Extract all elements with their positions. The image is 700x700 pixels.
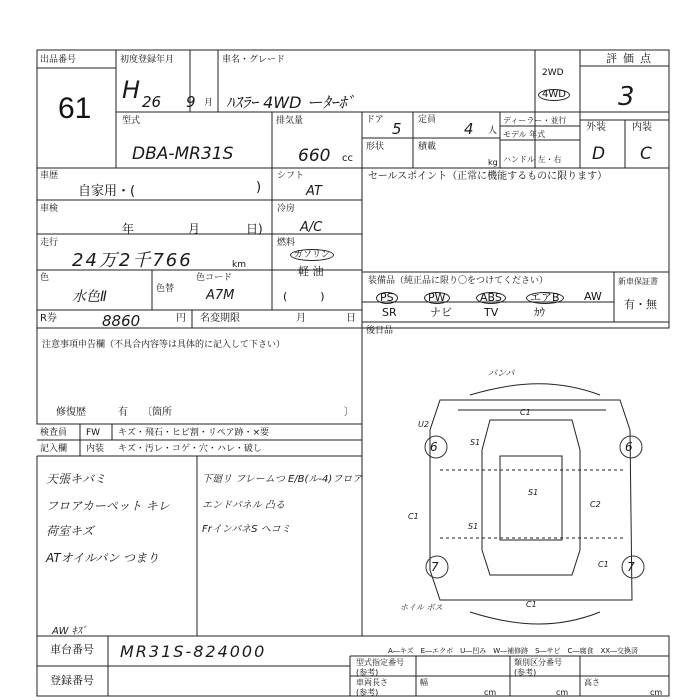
right-note-3: FrインパネS へコミ [202, 524, 291, 535]
chassis-label: 車台番号 [50, 643, 94, 656]
history-value: 自家用・( [78, 184, 136, 199]
shift-value: AT [306, 184, 322, 199]
lot-number: 61 [58, 92, 92, 125]
equip-ps: PS [376, 292, 398, 304]
mark-8: C1 [526, 600, 537, 609]
equip-pw: PW [424, 292, 450, 304]
mark-1: C1 [520, 408, 531, 417]
mark-9: U2 [418, 420, 429, 429]
right-note-1: 下廻リ フレームつ E/B(ル-4)フロア [202, 474, 363, 485]
expiry-label: 名変期限 [200, 313, 240, 324]
dealer-label: ディーラー・並行 [503, 116, 567, 125]
aw-note: AW ｷｽﾞ [52, 626, 87, 637]
interior-row-label: 内装 [86, 444, 105, 454]
diagram-bottom-label: ホイル ボス [400, 603, 443, 612]
reg-month: 9 [186, 93, 196, 111]
recycle-label: R券 [40, 313, 57, 324]
inspection-label: 車検 [40, 204, 59, 214]
register-label: 登録番号 [50, 674, 94, 687]
interior-label: 内装 [632, 122, 652, 133]
length-label: 車両長さ (参考) [356, 678, 388, 697]
note-3: 荷室キズ [46, 524, 94, 538]
reg-era: H [122, 76, 141, 104]
note-2: フロアカーペット キレ [46, 499, 170, 513]
displacement-value: 660 [298, 146, 331, 166]
inspector-items: キズ・飛石・ヒビ割・リペア跡・×要 [118, 428, 270, 438]
color-code-value: A7M [206, 288, 235, 303]
reg-date-label: 初度登録年月 [120, 55, 175, 65]
equip-aw: AW [584, 290, 602, 303]
equip-abs: ABS [476, 292, 506, 304]
load-unit: kg [488, 158, 498, 167]
inspection-day: 日) [246, 222, 263, 236]
width-unit: cm [556, 688, 569, 697]
recycle-unit: 円 [176, 313, 186, 324]
equip-cow: ｶｳ [534, 306, 545, 319]
notes-label: 注意事項申告欄（不具合内容等は具体的に記入して下さい） [42, 340, 286, 350]
color-label: 色 [40, 273, 50, 283]
diagram-top-label: バンパ [488, 369, 515, 379]
rear-items-label: 後日品 [366, 326, 394, 336]
height-unit: cm [650, 688, 663, 697]
mark-6: C2 [590, 500, 601, 509]
handle-label: ハンドル 左・右 [503, 155, 562, 164]
wheel-mark-fr: 6 [625, 440, 633, 454]
exterior-label: 外装 [586, 122, 606, 133]
mark-5: S1 [468, 522, 479, 531]
car-name-label: 車名・グレード [222, 55, 286, 65]
repair-place: 〔箇所 [142, 407, 172, 418]
designation-label: 型式指定番号 (参考) [356, 658, 404, 677]
mark-3: S1 [528, 488, 539, 497]
shape-label: 形状 [366, 142, 385, 152]
mileage-unit: km [232, 260, 246, 270]
reg-year: 26 [142, 93, 162, 111]
fuel-label: 燃料 [277, 238, 296, 248]
fuel-diesel: 軽 油 [298, 265, 324, 278]
model-value: DBA-MR31S [132, 144, 234, 164]
ac-label: 冷房 [277, 204, 296, 214]
inspection-year: 年 [122, 222, 135, 236]
expiry-month: 月 [296, 313, 306, 324]
interior-grade: C [640, 144, 652, 164]
interior-items: キズ・汚レ・コゲ・穴・ハレ・破し [118, 444, 262, 454]
damage-legend: A―キズ E―エクボ U―凹み W―補修跡 S―サビ C―腐食 XX―交換済 [388, 647, 639, 655]
width-label: 幅 [420, 678, 428, 687]
capacity-unit: 人 [488, 126, 498, 136]
color-code-label: 色コード [196, 273, 233, 283]
chassis-value: MR31S-824000 [120, 642, 267, 661]
drive-2wd: 2WD [542, 68, 564, 78]
equip-sr: SR [382, 306, 397, 319]
capacity-value: 4 [464, 120, 474, 138]
history-label: 車歴 [40, 171, 59, 181]
lot-label: 出品番号 [40, 55, 77, 65]
exterior-grade: D [592, 144, 606, 164]
equip-airbag: エアB [526, 292, 564, 304]
displacement-unit: cc [342, 153, 353, 164]
door-label: ドア [366, 115, 384, 125]
score-value: 3 [618, 82, 635, 112]
sales-points-label: セールスポイント（正常に機能するものに限ります） [368, 171, 608, 182]
mileage-label: 走行 [40, 238, 59, 248]
repair-close: 〕 [344, 407, 354, 418]
model-label: 型式 [122, 116, 141, 126]
repair-label: 修復歴 [56, 407, 86, 418]
wheel-mark-rr: 7 [627, 560, 635, 574]
model-year-label: モデル 年式 [503, 130, 546, 139]
color-change-label: 色替 [156, 284, 175, 294]
drive-4wd: 4WD [538, 89, 570, 101]
door-value: 5 [392, 120, 402, 138]
shift-label: シフト [277, 171, 305, 181]
color-value: 水色Ⅱ [72, 289, 107, 305]
mark-7: C1 [598, 560, 609, 569]
equipment-label: 装備品（純正品に限り〇をつけてください） [368, 276, 549, 286]
expiry-day: 日 [346, 313, 356, 324]
fuel-paren: ( ) [283, 290, 325, 303]
inspector-fw: FW [86, 428, 101, 438]
displacement-label: 排気量 [276, 116, 304, 126]
right-note-2: エンドパネル 凸る [202, 500, 285, 511]
equip-tv: TV [484, 306, 499, 319]
capacity-label: 定員 [418, 115, 437, 125]
history-close: ) [256, 180, 262, 195]
car-name-value: ﾊｽﾗｰ 4WD ーﾀｰﾎﾞ [226, 93, 355, 112]
warranty-value: 有・無 [624, 298, 657, 311]
equip-navi: ナビ [430, 306, 452, 319]
length-unit: cm [484, 688, 497, 697]
mark-4: C1 [408, 512, 419, 521]
height-label: 高さ [584, 678, 600, 687]
wheel-mark-rl: 7 [431, 560, 439, 574]
recycle-value: 8860 [102, 312, 141, 330]
writer-label: 記入欄 [40, 444, 68, 454]
warranty-label: 新車保証書 [618, 277, 658, 286]
mileage-value: 24万2千766 [72, 250, 193, 271]
category-label: 類別区分番号 (参考) [514, 658, 562, 677]
score-label: 評価点 [606, 52, 657, 65]
inspector-label: 検査員 [40, 428, 68, 438]
wheel-mark-fl: 6 [430, 440, 438, 454]
ac-value: A/C [300, 220, 323, 235]
note-1: 天張キバミ [46, 472, 107, 486]
reg-month-unit: 月 [204, 98, 214, 108]
load-label: 積載 [418, 142, 437, 152]
note-4: ATオイルパン つまり [46, 551, 160, 565]
fuel-gas: ガソリン [290, 249, 334, 261]
mark-2: S1 [470, 438, 481, 447]
repair-value: 有 [118, 407, 128, 418]
inspection-month: 月 [188, 222, 201, 236]
